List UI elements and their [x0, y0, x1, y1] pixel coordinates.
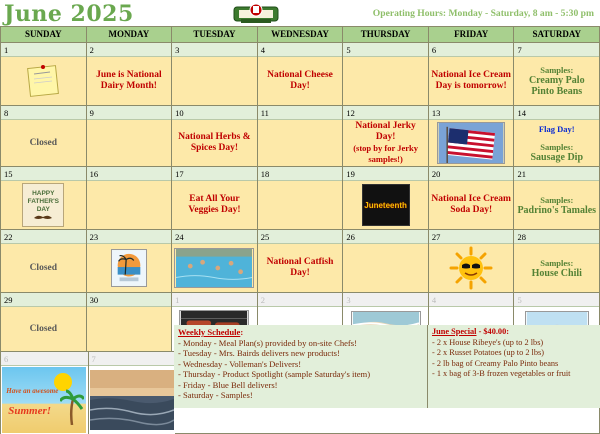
- day-number: 6: [429, 43, 514, 57]
- event-text: June is National Dairy Month!: [96, 70, 162, 91]
- dow-tuesday: TUESDAY: [172, 27, 258, 43]
- summertime-image: [111, 249, 147, 287]
- samples-item: Sausage Dip: [530, 151, 584, 163]
- samples-label: Samples:: [540, 141, 574, 152]
- day-number: 30: [87, 293, 172, 307]
- sticky-note-icon: [23, 61, 63, 101]
- day-cell: [514, 43, 599, 106]
- day-number: 10: [172, 106, 257, 120]
- day-number: 2: [258, 293, 343, 307]
- special-item: - 2 lb bag of Creamy Palo Pinto beans: [432, 358, 559, 368]
- american-flag-image: [437, 122, 505, 164]
- day-number: 2: [87, 43, 172, 57]
- day-cell: [429, 106, 515, 167]
- event-text: National Cheese Day!: [267, 70, 333, 91]
- day-number: 26: [343, 230, 428, 244]
- closed-label: Closed: [29, 138, 58, 148]
- special-item: - 2 x Russet Potatoes (up to 2 lbs): [432, 348, 545, 357]
- schedule-title: Weekly Schedule: [178, 327, 241, 337]
- day-number: 3: [172, 43, 257, 57]
- summer-greeting-image: [2, 367, 86, 433]
- week-row: [1, 167, 599, 230]
- fathers-day-text: HAPPY FATHER'S DAY: [27, 190, 59, 213]
- summer-greeting-text: Have an awesome: [6, 387, 59, 395]
- day-number: 28: [514, 230, 599, 244]
- day-cell: [514, 106, 599, 167]
- day-number: 9: [87, 106, 172, 120]
- event-text: National Herbs & Spices Day!: [178, 132, 251, 153]
- dow-monday: MONDAY: [87, 27, 173, 43]
- day-number: 4: [258, 43, 343, 57]
- day-cell: [172, 43, 258, 106]
- schedule-item: - Tuesday - Mrs. Bairds delivers new products!: [178, 348, 340, 358]
- event-subtext: (stop by for Jerky samples!): [353, 143, 418, 164]
- day-cell: [87, 106, 173, 167]
- day-number: 8: [1, 106, 86, 120]
- day-cell: [258, 230, 344, 293]
- day-number: 15: [1, 167, 86, 181]
- day-cell: [172, 106, 258, 167]
- event-text: National Ice Cream Soda Day!: [431, 194, 511, 215]
- schedule-item: - Friday - Blue Bell delivers!: [178, 379, 278, 390]
- day-cell: [1, 230, 87, 293]
- ocean-sunset-image: [90, 370, 174, 430]
- special-price: - $40.00:: [476, 327, 509, 336]
- day-number: 4: [429, 293, 514, 307]
- dow-friday: FRIDAY: [429, 27, 515, 43]
- swimming-pool-image: [174, 248, 254, 288]
- day-number: 19: [343, 167, 428, 181]
- day-number: 7: [514, 43, 599, 57]
- day-number: 1: [1, 43, 86, 57]
- day-cell: [87, 43, 173, 106]
- day-number: 5: [514, 293, 599, 307]
- day-number: 3: [343, 293, 428, 307]
- mustache-icon: [33, 214, 53, 220]
- weekly-schedule-panel: Weekly Schedule: - Monday - Meal Plan(s) provided by on-site Chefs! - Tuesday - Mrs. Bairds delivers new products! - Wednesday - Volleman's Delivers! - Thursday - Product Spotlight (sample Saturday's item) - Friday - Blue Bell delivers! - Saturday - Samples!: [174, 325, 428, 408]
- day-cell: [258, 106, 344, 167]
- dow-sunday: SUNDAY: [1, 27, 87, 43]
- fathers-day-card: [22, 183, 64, 227]
- samples-label: Samples:: [540, 65, 574, 75]
- dow-saturday: SATURDAY: [514, 27, 599, 43]
- day-cell: [514, 230, 599, 293]
- day-number: 27: [429, 230, 514, 244]
- day-number: 21: [514, 167, 599, 181]
- special-item: - 2 x House Ribeye's (up to 2 lbs): [432, 337, 544, 347]
- event-text: National Ice Cream Day is tomorrow!: [431, 70, 511, 91]
- day-cell: [1, 43, 87, 106]
- day-number: 18: [258, 167, 343, 181]
- schedule-item: - Monday - Meal Plan(s) provided by on-site Chefs!: [178, 337, 358, 348]
- day-cell: [514, 167, 599, 230]
- palm-tree-icon: [60, 389, 84, 425]
- dow-thursday: THURSDAY: [343, 27, 429, 43]
- day-cell: [1, 167, 87, 230]
- day-cell: [87, 293, 173, 352]
- day-cell: [343, 230, 429, 293]
- juneteenth-text: Juneteenth: [364, 200, 407, 210]
- day-number: 29: [1, 293, 86, 307]
- week-row: [1, 352, 175, 434]
- operating-hours: Operating Hours: Monday - Saturday, 8 am - 5:30 pm: [372, 8, 594, 19]
- day-cell: [87, 230, 173, 293]
- day-cell: [1, 293, 87, 352]
- event-text: National Jerky Day!: [355, 121, 416, 142]
- day-cell: [172, 230, 258, 293]
- day-number: 17: [172, 167, 257, 181]
- juneteenth-graphic: [362, 184, 410, 226]
- special-title: June Special: [432, 327, 477, 336]
- day-cell: [87, 167, 173, 230]
- store-logo: [233, 2, 279, 26]
- day-number: 1: [172, 293, 257, 307]
- day-cell: [1, 106, 87, 167]
- day-cell: [343, 43, 429, 106]
- day-number: 25: [258, 230, 343, 244]
- day-cell: [429, 167, 515, 230]
- day-number: 11: [258, 106, 343, 120]
- week-row: [1, 106, 599, 167]
- samples-item: Padrino's Tamales: [517, 204, 597, 216]
- flag-day-label: Flag Day!: [538, 123, 575, 134]
- closed-label: Closed: [29, 263, 58, 273]
- sun-icon: [449, 246, 493, 290]
- day-cell: [258, 43, 344, 106]
- day-number: 20: [429, 167, 514, 181]
- day-number: 14: [514, 106, 599, 120]
- day-number: 23: [87, 230, 172, 244]
- day-number: 7: [89, 352, 176, 366]
- page-title: June 2025: [4, 1, 134, 27]
- event-text: Eat All Your Veggies Day!: [188, 194, 241, 215]
- schedule-item: - Wednesday - Volleman's Delivers!: [178, 358, 302, 369]
- day-number: 16: [87, 167, 172, 181]
- day-number: 5: [343, 43, 428, 57]
- june-special-panel: [428, 325, 600, 408]
- calendar-header: [0, 0, 600, 26]
- day-cell: [343, 106, 429, 167]
- summer-text: Summer!: [8, 405, 52, 417]
- samples-label: Samples:: [540, 194, 574, 205]
- day-cell: [343, 167, 429, 230]
- day-cell-next-month: [1, 352, 89, 434]
- day-cell-next-month: [89, 352, 176, 434]
- day-cell: [429, 230, 515, 293]
- special-item: - 1 x bag of 3-B frozen vegetables or fruit: [432, 369, 571, 378]
- samples-label: Samples:: [540, 257, 574, 268]
- day-number: 6: [1, 352, 88, 366]
- schedule-item: - Thursday - Product Spotlight (sample Saturday's item): [178, 369, 371, 379]
- day-number: 13: [429, 106, 514, 120]
- day-number: 22: [1, 230, 86, 244]
- event-text: National Catfish Day!: [266, 257, 334, 278]
- day-of-week-row: [1, 27, 599, 43]
- samples-item: Creamy Palo Pinto Beans: [528, 75, 585, 97]
- week-row: [1, 43, 599, 106]
- closed-label: Closed: [29, 324, 58, 334]
- day-cell: [429, 43, 515, 106]
- dow-wednesday: WEDNESDAY: [258, 27, 344, 43]
- schedule-item: - Saturday - Samples!: [178, 390, 253, 400]
- day-cell: [258, 167, 344, 230]
- day-number: 24: [172, 230, 257, 244]
- day-number: 12: [343, 106, 428, 120]
- samples-item: House Chili: [531, 267, 582, 279]
- day-cell: [172, 167, 258, 230]
- week-row: [1, 230, 599, 293]
